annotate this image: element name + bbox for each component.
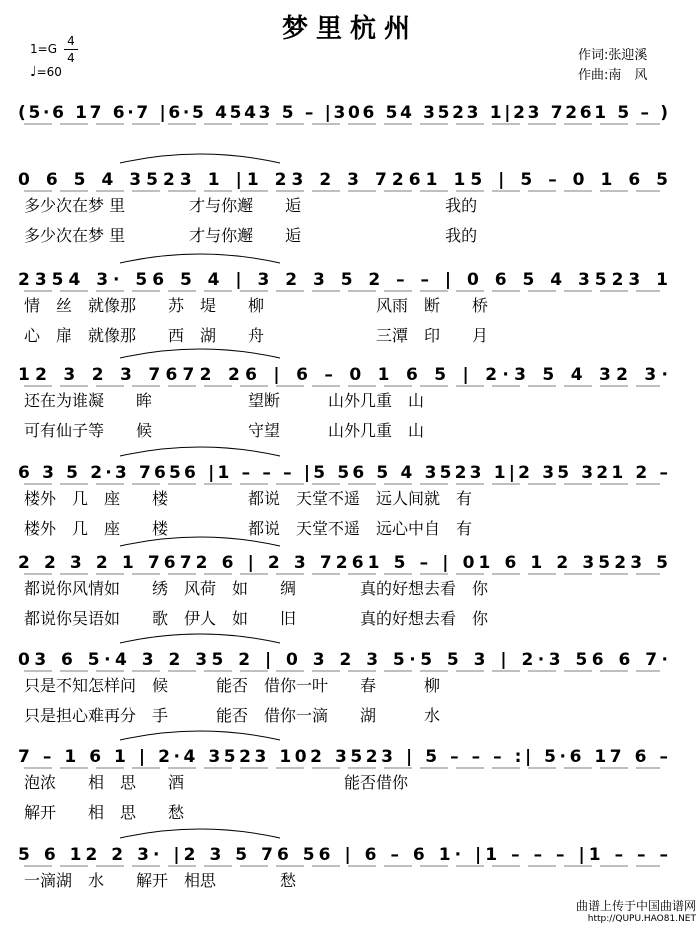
lyric-line-2: 都说你吴语如 歌 伊人 如 旧 真的好想去看 你 [24, 609, 489, 628]
watermark-url: http://QUPU.HAO81.NET [587, 914, 696, 924]
slur [120, 447, 280, 456]
composer-credit: 作曲:南 风 [578, 68, 648, 83]
site-watermark [576, 900, 696, 926]
lyric-line-2: 心 扉 就像那 西 湖 舟 三潭 印 月 [24, 326, 489, 345]
system-6 [18, 537, 668, 628]
meter-top: 4 [67, 34, 75, 48]
meter-bottom: 4 [67, 51, 75, 65]
lyric-line-2: 可有仙子等 候 守望 山外几重 山 [24, 421, 425, 440]
system-1 [18, 103, 668, 124]
slur [120, 154, 280, 163]
system-8 [18, 731, 668, 822]
lyric-line-1: 情 丝 就像那 苏 堤 柳 风雨 断 桥 [24, 296, 489, 315]
notation-line: 7 – 1 6 1 | 2·4 3523 102 3523 | 5 – – – :| 5·6 17 6 – [18, 747, 668, 767]
lyric-line-2: 楼外 几 座 楼 都说 天堂不遥 远心中自 有 [24, 519, 473, 538]
song-title: 梦里杭州 [281, 14, 418, 44]
lyric-line-2: 多少次在梦 里 才与你邂 逅 我的 [24, 226, 478, 245]
system-7 [18, 634, 668, 725]
notation-line: 03 6 5·4 3 2 35 2 | 0 3 2 3 5·5 5 3 | 2·3 56 6 7· [18, 650, 668, 670]
system-4 [18, 349, 668, 440]
notation-line: 2354 3· 56 5 4 | 3 2 3 5 2 – – | 0 6 5 4 3523 1 [18, 270, 668, 290]
lyric-line-1: 都说你风情如 绣 风荷 如 绸 真的好想去看 你 [24, 579, 489, 598]
slur [120, 634, 280, 643]
notation-line: 0 6 5 4 3523 1 |1 23 2 3 7261 15 | 5 – 0 1 6 5 [18, 170, 668, 190]
notation-line: 6 3 5 2·3 7656 |1 – – – |5 56 5 4 3523 1|2 35 321 2 – [18, 463, 668, 483]
system-3 [18, 254, 668, 345]
notation-line: (5·6 17 6·7 |6·5 4543 5 – |306 54 3523 1|23 7261 5 – ) [18, 103, 668, 123]
slur [120, 254, 280, 263]
slur [120, 537, 280, 546]
lyric-line-1: 楼外 几 座 楼 都说 天堂不遥 远人间就 有 [24, 489, 473, 508]
system-9 [18, 829, 668, 890]
notation-line: 12 3 2 3 7672 26 | 6 – 0 1 6 5 | 2·3 5 4 32 3· [18, 365, 668, 385]
lyric-line-2: 解开 相 思 愁 [24, 803, 185, 822]
slur [120, 731, 280, 740]
notation-line: 5 6 12 2 3· |2 3 5 76 56 | 6 – 6 1· |1 – – – |1 – – – [18, 845, 668, 865]
slur [120, 829, 280, 838]
watermark-text: 曲谱上传于中国曲谱网 [575, 899, 696, 913]
lyric-line-1: 只是不知怎样问 候 能否 借你一叶 春 柳 [24, 676, 441, 695]
key-signature: 1=G [30, 42, 57, 56]
quarter-note-icon: ♩ [30, 64, 37, 80]
system-2 [18, 154, 668, 245]
lyric-line-1: 一滴湖 水 解开 相思 愁 [24, 871, 297, 890]
tempo-value: =60 [36, 65, 62, 79]
notation-line: 2 2 3 2 1 7672 6 | 2 3 7261 5 – | 01 6 1 2 3523 5 [18, 553, 669, 573]
lyric-line-1: 泡浓 相 思 酒 能否借你 [24, 773, 409, 792]
lyric-line-2: 只是担心难再分 手 能否 借你一滴 湖 水 [24, 706, 441, 725]
lyricist-credit: 作词:张迎溪 [578, 48, 648, 63]
lyric-line-1: 多少次在梦 里 才与你邂 逅 我的 [24, 196, 478, 215]
system-5 [18, 447, 668, 538]
slur [120, 349, 280, 358]
lyric-line-1: 还在为谁凝 眸 望断 山外几重 山 [24, 391, 425, 410]
